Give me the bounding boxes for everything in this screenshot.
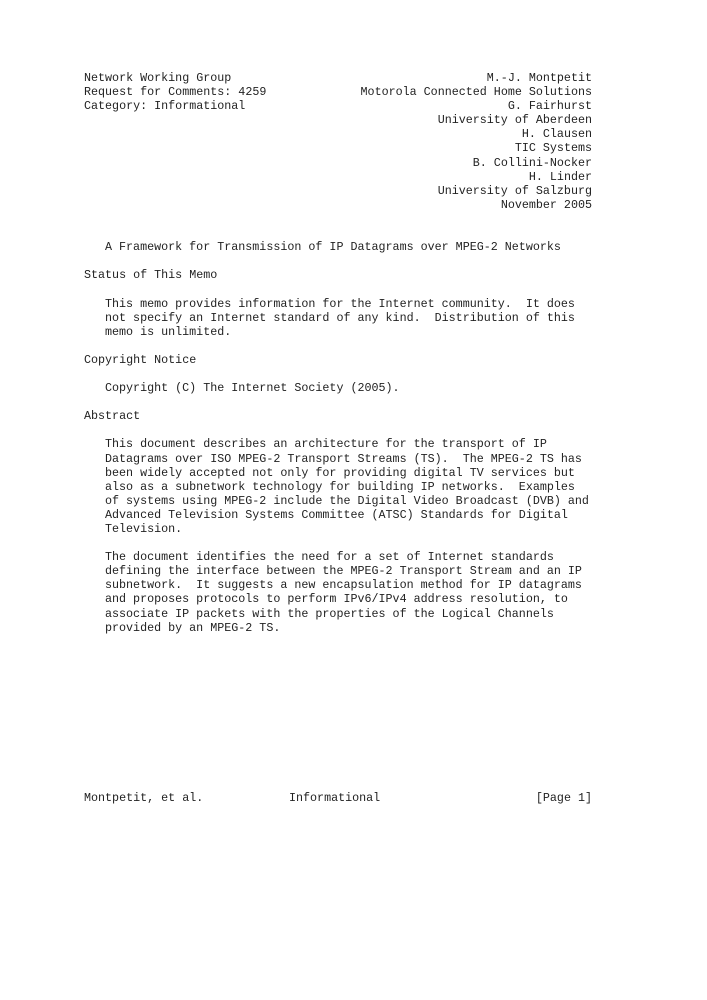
header-right-affiliation: University of Aberdeen <box>437 113 592 128</box>
page-footer <box>84 791 592 805</box>
header-row-3 <box>84 99 592 113</box>
status-heading: Status of This Memo <box>84 268 218 283</box>
header-left-rfc-number: Request for Comments: 4259 <box>84 85 267 100</box>
copyright-line: Copyright (C) The Internet Society (2005). <box>105 381 400 396</box>
abstract-line: also as a subnetwork technology for building IP networks. Examples <box>105 479 575 494</box>
header-row-9 <box>84 184 592 198</box>
status-line: memo is unlimited. <box>105 324 232 339</box>
header-right-author: B. Collini-Nocker <box>472 155 592 170</box>
abstract-line: been widely accepted not only for providing digital TV services but <box>105 465 575 480</box>
header-right-date: November 2005 <box>500 197 592 212</box>
document-title: A Framework for Transmission of IP Datagrams over MPEG-2 Networks <box>105 240 561 255</box>
header-right-author: M.-J. Montpetit <box>486 71 592 85</box>
header-row-1 <box>84 71 592 85</box>
header-right-affiliation: TIC Systems <box>514 141 592 156</box>
abstract-line: defining the interface between the MPEG-2 Transport Stream and an IP <box>105 564 582 579</box>
header-row-7 <box>84 156 592 170</box>
footer-authors: Montpetit, et al. <box>84 791 204 805</box>
header-row-10 <box>84 198 592 212</box>
footer-category: Informational <box>289 791 381 805</box>
header-right-affiliation: University of Salzburg <box>437 183 592 198</box>
abstract-line: of systems using MPEG-2 include the Digital Video Broadcast (DVB) and <box>105 493 589 508</box>
header-row-2 <box>84 85 592 99</box>
abstract-heading: Abstract <box>84 409 141 424</box>
abstract-line: and proposes protocols to perform IPv6/IPv4 address resolution, to <box>105 592 568 607</box>
abstract-line: provided by an MPEG-2 TS. <box>105 620 281 635</box>
abstract-line: The document identifies the need for a set of Internet standards <box>105 550 554 565</box>
header-row-6 <box>84 141 592 155</box>
abstract-line: subnetwork. It suggests a new encapsulation method for IP datagrams <box>105 578 582 593</box>
header-row-8 <box>84 170 592 184</box>
header-left-category: Category: Informational <box>84 99 246 114</box>
header-left-group: Network Working Group <box>84 71 232 85</box>
abstract-line: Television. <box>105 522 183 536</box>
footer-page-number: [Page 1] <box>535 791 592 805</box>
status-line: not specify an Internet standard of any kind. Distribution of this <box>105 310 575 325</box>
abstract-line: associate IP packets with the properties of the Logical Channels <box>105 606 554 621</box>
abstract-line: This document describes an architecture for the transport of IP <box>105 437 547 452</box>
abstract-line: Advanced Television Systems Committee (ATSC) Standards for Digital <box>105 507 568 522</box>
header-right-affiliation: Motorola Connected Home Solutions <box>360 85 592 100</box>
header-right-author: G. Fairhurst <box>507 99 592 114</box>
header-right-author: H. Linder <box>528 169 592 184</box>
abstract-line: Datagrams over ISO MPEG-2 Transport Streams (TS). The MPEG-2 TS has <box>105 451 582 466</box>
header-row-5 <box>84 127 592 141</box>
copyright-heading: Copyright Notice <box>84 352 197 367</box>
header-right-author: H. Clausen <box>521 127 592 142</box>
status-line: This memo provides information for the Internet community. It does <box>105 296 575 311</box>
rfc-page <box>84 71 592 635</box>
header-row-4 <box>84 113 592 127</box>
